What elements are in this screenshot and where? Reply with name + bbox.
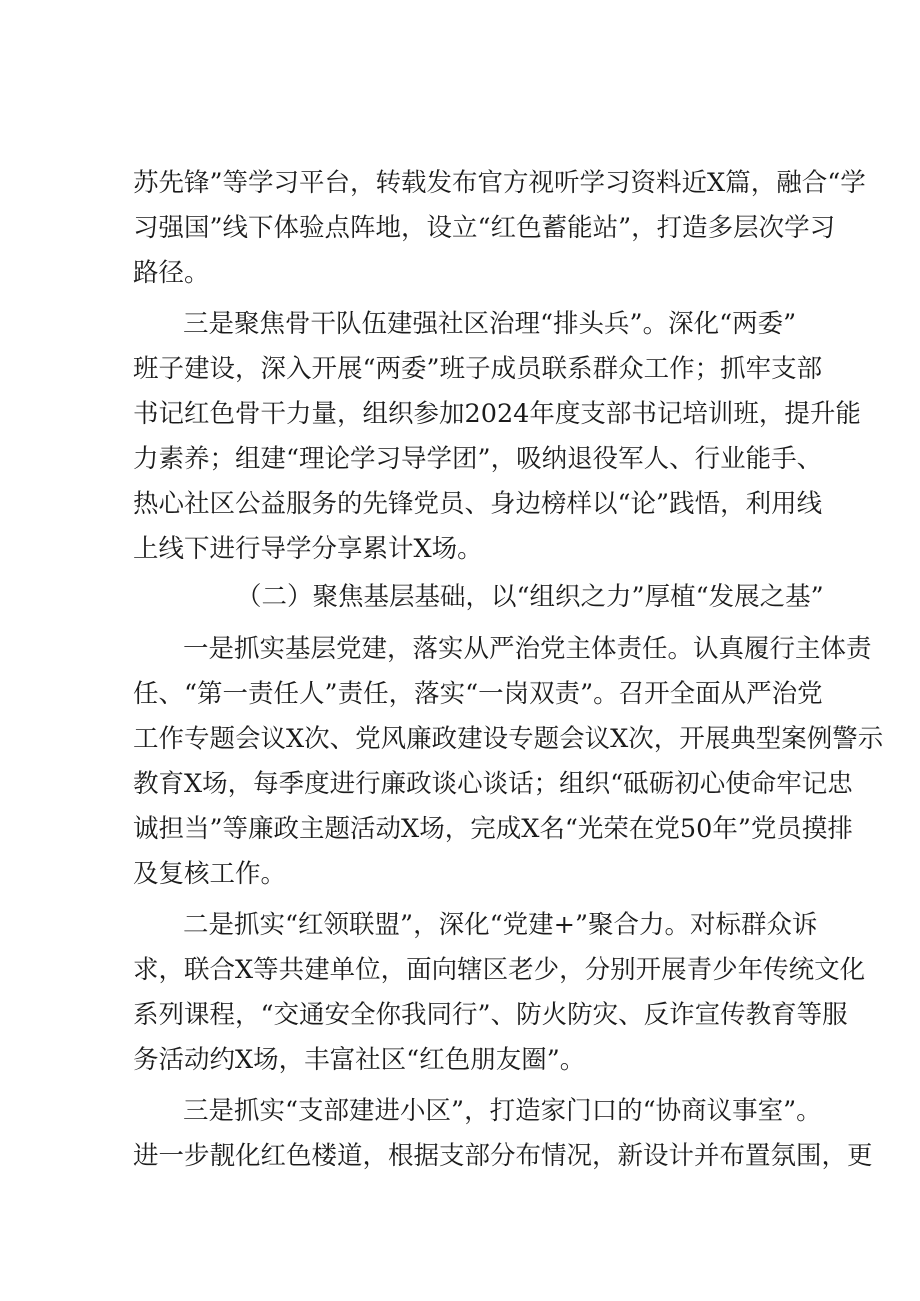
text-line: 上线下进行导学分享累计X场。 [133,534,483,564]
text-line: 三是聚焦骨干队伍建强社区治理“排头兵”。深化“两委” [183,309,797,339]
text-line: 二是抓实“红领联盟”，深化“党建+”聚合力。对标群众诉 [183,910,818,940]
text-line: 习强国”线下体验点阵地，设立“红色蓄能站”，打造多层次学习 [133,213,836,243]
text-line: 诚担当”等廉政主题活动X场，完成X名“光荣在党50年”党员摸排 [133,814,853,844]
text-line: 进一步靓化红色楼道，根据支部分布情况，新设计并布置氛围，更 [133,1141,873,1171]
text-line: 系列课程，“交通安全你我同行”、防火防灾、反诈宣传教育等服 [133,1000,848,1030]
text-line: 苏先锋”等学习平台，转载发布官方视听学习资料近X篇，融合“学 [133,168,866,198]
text-line: 力素养；组建“理论学习导学团”，吸纳退役军人、行业能手、 [133,444,823,474]
text-line: 任、“第一责任人”责任，落实“一岗双责”。召开全面从严治党 [133,679,823,709]
text-line: 工作专题会议X次、党风廉政建设专题会议X次，开展典型案例警示 [133,724,884,754]
text-line: 务活动约X场，丰富社区“红色朋友圈”。 [133,1045,586,1075]
text-line: 书记红色骨干力量，组织参加2024年度支部书记培训班，提升能 [133,399,861,429]
text-line: 一是抓实基层党建，落实从严治党主体责任。认真履行主体责 [183,634,872,664]
text-line: 热心社区公益服务的先锋党员、身边榜样以“论”践悟，利用线 [133,489,823,519]
text-line: 求，联合X等共建单位，面向辖区老少，分别开展青少年传统文化 [133,955,866,985]
text-line: 路径。 [133,258,210,288]
text-line: 及复核工作。 [133,859,287,889]
text-line: 三是抓实“支部建进小区”，打造家门口的“协商议事室”。 [183,1096,822,1126]
section-heading: （二）聚焦基层基础，以“组织之力”厚植“发展之基” [236,582,824,612]
text-line: 教育X场，每季度进行廉政谈心谈话；组织“砥砺初心使命牢记忠 [133,769,853,799]
text-line: 班子建设，深入开展“两委”班子成员联系群众工作；抓牢支部 [133,354,823,384]
